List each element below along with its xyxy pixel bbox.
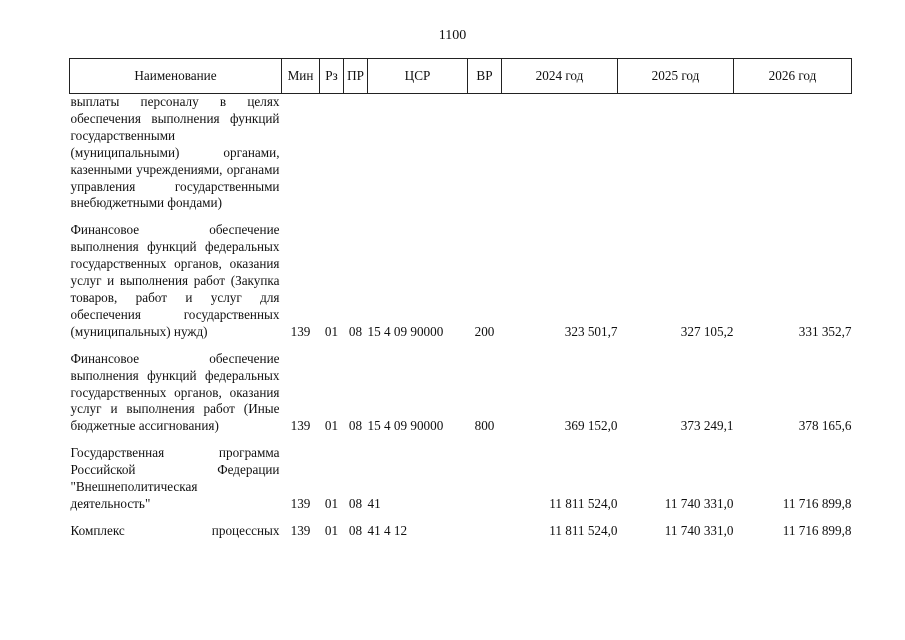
row-2025: 373 249,1: [680, 418, 734, 434]
row-pr: 08: [348, 418, 363, 434]
budget-table: [69, 58, 852, 540]
table-row: [70, 351, 852, 436]
row-2026: 378 165,6: [798, 418, 852, 434]
row-vr: 800: [474, 418, 495, 434]
row-vr: 200: [474, 323, 495, 339]
row-2024: 11 811 524,0: [549, 522, 618, 538]
row-csr: 15 4 09 90000: [367, 323, 444, 339]
row-2026: 331 352,7: [798, 323, 852, 339]
row-rz: 01: [324, 495, 339, 511]
row-2025: 11 740 331,0: [664, 495, 734, 511]
row-name: Финансовое обеспечение выполнения функций федеральных государственных органов, оказания услуг и выполнения работ (Иные бюджетные ассигнования): [70, 350, 280, 434]
row-min: 139: [290, 323, 311, 339]
header-name: Наименование: [70, 59, 282, 94]
row-pr: 08: [348, 495, 363, 511]
table-row: [70, 94, 852, 213]
row-vr: [468, 445, 502, 513]
header-min: Мин: [282, 59, 320, 94]
row-name: выплаты персоналу в целях обеспечения выполнения функций государственными (муниципальными) органами, казенными учреждениями, органами управления государственными внебюджетными фондами): [70, 94, 280, 211]
table-row: [70, 523, 852, 540]
header-csr: ЦСР: [368, 59, 468, 94]
row-2024: 11 811 524,0: [549, 495, 618, 511]
row-pr: [344, 94, 368, 213]
row-rz: 01: [324, 418, 339, 434]
header-2025: 2025 год: [618, 59, 734, 94]
row-2026: [734, 94, 852, 213]
row-csr: 41: [367, 495, 381, 511]
row-2024: 369 152,0: [564, 418, 618, 434]
row-min: 139: [290, 522, 311, 538]
row-min: 139: [290, 495, 311, 511]
row-2025: [618, 94, 734, 213]
row-2024: 323 501,7: [564, 323, 618, 339]
row-rz: [320, 94, 344, 213]
table-body: [70, 94, 852, 540]
header-2024: 2024 год: [502, 59, 618, 94]
row-min: 139: [290, 418, 311, 434]
table-header: [70, 59, 852, 94]
header-2026: 2026 год: [734, 59, 852, 94]
row-csr: 15 4 09 90000: [367, 418, 444, 434]
row-rz: 01: [324, 522, 339, 538]
row-2025: 327 105,2: [680, 323, 734, 339]
row-min: [282, 94, 320, 213]
row-pr: 08: [348, 323, 363, 339]
table-row: [70, 222, 852, 340]
header-vr: ВР: [468, 59, 502, 94]
table-row: [70, 445, 852, 513]
row-2026: 11 716 899,8: [782, 522, 852, 538]
page-number: 1100: [438, 28, 467, 43]
row-name: Финансовое обеспечение выполнения функций федеральных государственных органов, оказания услуг и выполнения работ (Закупка товаров, работ и услуг для обеспечения государственных (муниципальных) нужд): [70, 222, 280, 339]
header-pr: ПР: [344, 59, 368, 94]
row-name: Государственная программа Российской Федерации "Внешнеполитическая деятельность": [70, 445, 280, 511]
row-2025: 11 740 331,0: [664, 522, 734, 538]
row-pr: 08: [348, 522, 363, 538]
row-csr: 41 4 12: [367, 522, 408, 538]
row-2026: 11 716 899,8: [782, 495, 852, 511]
row-csr: [368, 94, 468, 213]
row-vr: [468, 523, 502, 540]
header-rz: Рз: [320, 59, 344, 94]
row-rz: 01: [324, 323, 339, 339]
row-2024: [502, 94, 618, 213]
row-vr: [468, 94, 502, 213]
row-name: Комплекс процессных: [70, 522, 280, 538]
